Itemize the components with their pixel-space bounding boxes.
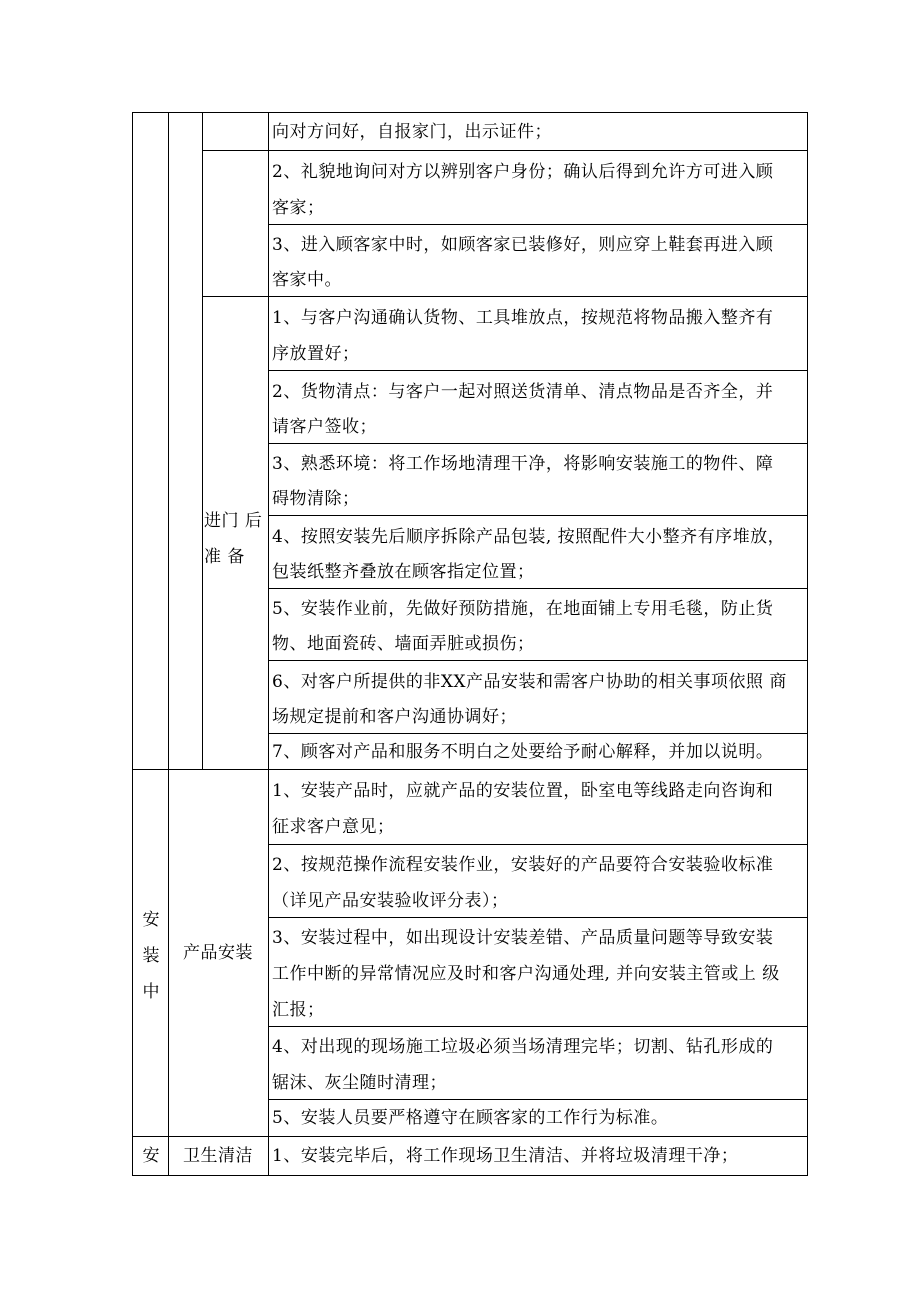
cell-text: 1、安装产品时，应就产品的安装位置，卧室电等线路走向咨询和 xyxy=(272,781,774,801)
prep-label-line1: 进门 后 xyxy=(204,511,263,531)
cell-text: 6、对客户所提供的非XX产品安装和需客户协助的相关事项依照 商 xyxy=(272,672,787,692)
table-right-border xyxy=(807,112,808,1175)
cell-text: 2、按规范操作流程安装作业，安装好的产品要符合安装验收标准 xyxy=(272,855,774,875)
stage-char: 中 xyxy=(142,982,160,1002)
cell-text: 7、顾客对产品和服务不明白之处要给予耐心解释，并加以说明。 xyxy=(272,742,774,762)
section-sep xyxy=(132,1136,808,1137)
cell-text: 2、货物清点：与客户一起对照送货清单、清点物品是否齐全，并 xyxy=(272,382,774,402)
product-install-label: 产品安装 xyxy=(183,943,253,963)
cell-text: 客家中。 xyxy=(272,270,342,290)
cell-text: 1、安装完毕后，将工作现场卫生清洁、并将垃圾清理干净； xyxy=(272,1146,739,1166)
cell-text: 3、熟悉环境：将工作场地清理干净，将影响安装施工的物件、障 xyxy=(272,454,774,474)
stage-char: 安 xyxy=(142,1146,160,1166)
col-sep-1 xyxy=(168,112,169,769)
table-top-border xyxy=(132,112,808,113)
prep-label-line2: 准 备 xyxy=(204,547,245,567)
col-sep-2 xyxy=(202,112,203,769)
cell-text: 客家； xyxy=(272,198,325,218)
cell-text: 4、按照安装先后顺序拆除产品包装, 按照配件大小整齐有序堆放， xyxy=(272,527,786,547)
cell-text: 请客户签收； xyxy=(272,417,377,437)
table-left-border xyxy=(132,112,133,1175)
cell-text: 序放置好； xyxy=(272,344,360,364)
stage-char: 装 xyxy=(142,946,160,966)
cleaning-label: 卫生清洁 xyxy=(183,1146,253,1166)
table-bottom-border xyxy=(132,1175,808,1176)
cell-text: 工作中断的异常情况应及时和客户沟通处理, 并向安装主管或上 级 xyxy=(272,964,780,984)
stage-char: 安 xyxy=(142,910,160,930)
cell-text: 征求客户意见； xyxy=(272,817,395,837)
cell-text: 碍物清除； xyxy=(272,489,360,509)
col-sep-3 xyxy=(268,112,269,1175)
row-sep xyxy=(268,224,808,225)
cell-text: 4、对出现的现场施工垃圾必须当场清理完毕；切割、钻孔形成的 xyxy=(272,1037,774,1057)
cell-text: 汇报； xyxy=(272,1000,325,1020)
cell-text: 3、安装过程中，如出现设计安装差错、产品质量问题等导致安装 xyxy=(272,928,774,948)
cell-text: 2、礼貌地询问对方以辨别客户身份；确认后得到允许方可进入顾 xyxy=(272,162,774,182)
col-sep-stage xyxy=(168,769,169,1175)
cell-text: （详见产品安装验收评分表）； xyxy=(272,891,509,911)
cell-text: 5、安装作业前，先做好预防措施，在地面铺上专用毛毯，防止货 xyxy=(272,599,774,619)
cell-text: 5、安装人员要严格遵守在顾客家的工作行为标准。 xyxy=(272,1108,669,1128)
cell-text: 物、地面瓷砖、墙面弄脏或损伤； xyxy=(272,634,535,654)
cell-text: 场规定提前和客户沟通协调好； xyxy=(272,707,517,727)
cell-text: 锯沫、灰尘随时清理； xyxy=(272,1073,447,1093)
cell-text: 1、与客户沟通确认货物、工具堆放点，按规范将物品搬入整齐有 xyxy=(272,308,774,328)
cell-text: 3、进入顾客家中时，如顾客家已装修好，则应穿上鞋套再进入顾 xyxy=(272,235,774,255)
row-sep xyxy=(202,150,808,151)
cell-text: 包装纸整齐叠放在顾客指定位置； xyxy=(272,562,535,582)
cell-text: 向对方问好，自报家门，出示证件； xyxy=(272,122,552,142)
row-sep xyxy=(268,1026,808,1027)
